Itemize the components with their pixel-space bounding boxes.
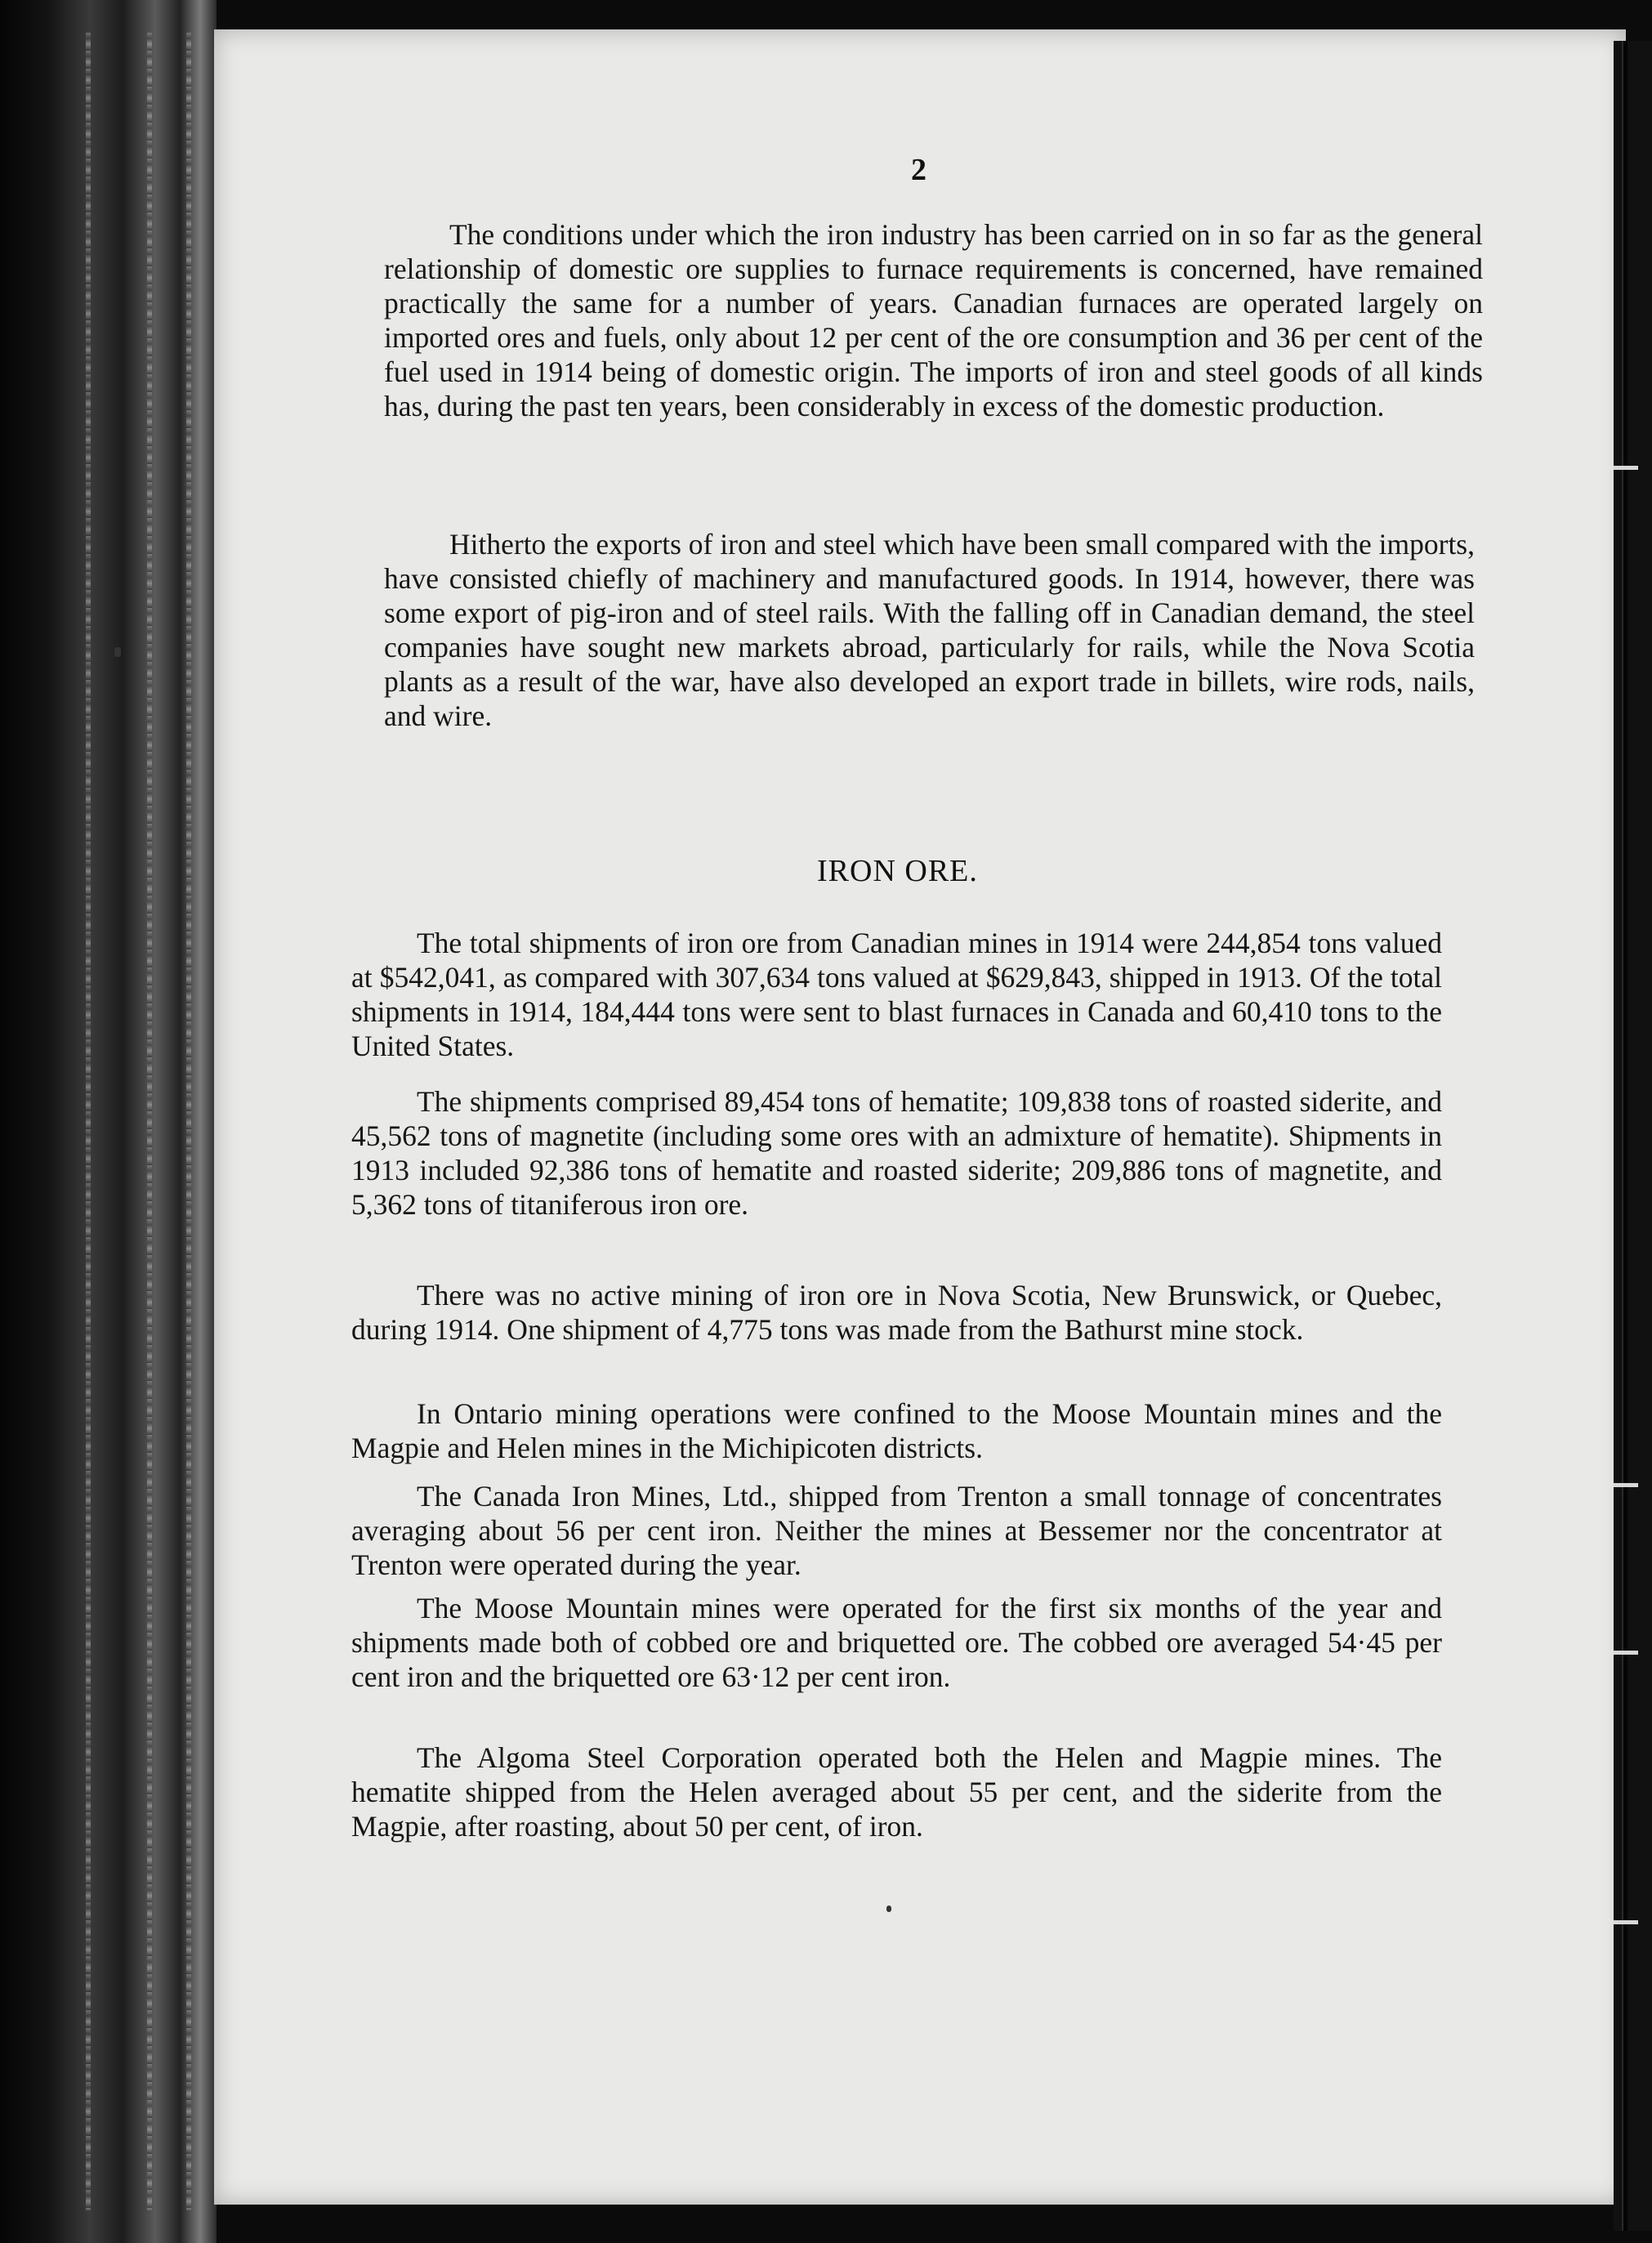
book-binding-edge [0, 0, 217, 2243]
dust-speck [114, 647, 121, 657]
paragraph: The conditions under which the iron industry has been carried on in so far as the general relationship of domestic ore supplies to furnace requirements is concerned, have remained practically the same for a number of years. Canadian furnaces are operated largely on imported ores and fuels, only about 12 per cent of the ore consumption and 36 per cent of the fuel used in 1914 being of domestic origin. The imports of iron and steel goods of all kinds has, during the past ten years, been considerably in excess of the domestic production. [384, 218, 1483, 422]
binding-stripe [186, 33, 191, 2210]
paragraph: The Canada Iron Mines, Ltd., shipped from Trenton a small tonnage of concentrates averaging about 56 per cent iron. Neither the mines at Bessemer nor the concentrator at Trenton were operated during the year. [351, 1480, 1442, 1581]
film-edge-tick [1614, 466, 1638, 470]
film-edge-tick [1614, 1483, 1638, 1487]
paragraph: The shipments comprised 89,454 tons of hematite; 109,838 tons of roasted siderite, and 45,562 tons of magnetite (including some ores with an admixture of hematite). Shipments in 1913 included 92,386 tons of hematite and roasted siderite; 209,886 tons of magnetite, and 5,362 tons of titaniferous iron ore. [351, 1085, 1442, 1221]
film-edge-tick [1614, 1651, 1638, 1655]
section-heading: IRON ORE. [817, 854, 978, 888]
paragraph: The Algoma Steel Corporation operated both the Helen and Magpie mines. The hematite shipped from the Helen averaged about 55 per cent, and the siderite from the Magpie, after roasting, about 50 per cent, of iron. [351, 1741, 1442, 1843]
paragraph: The Moose Mountain mines were operated for the first six months of the year and shipments made both of cobbed ore and briquetted ore. The cobbed ore averaged 54·45 per cent iron and the briquetted ore 63·12 per cent iron. [351, 1592, 1442, 1693]
binding-stripe [147, 33, 152, 2210]
paragraph: In Ontario mining operations were confined to the Moose Mountain mines and the Magpie and Helen mines in the Michipicoten districts. [351, 1397, 1442, 1464]
film-edge-line [1622, 41, 1627, 2231]
paragraph: The total shipments of iron ore from Canadian mines in 1914 were 244,854 tons valued at $542,041, as compared with 307,634 tons valued at $629,843, shipped in 1913. Of the total shipments in 1914, 184,444 tons were sent to blast furnaces in Canada and 60,410 tons to the United States. [351, 927, 1442, 1062]
binding-stripe [86, 33, 91, 2210]
page-number: 2 [911, 153, 926, 187]
paragraph: There was no active mining of iron ore in Nova Scotia, New Brunswick, or Quebec, during 1914. One shipment of 4,775 tons was made from the Bathurst mine stock. [351, 1279, 1442, 1346]
dust-speck [886, 1906, 891, 1912]
paragraph: Hitherto the exports of iron and steel which have been small compared with the imports, have consisted chiefly of machinery and manufactured goods. In 1914, however, there was some export of pig-iron and of steel rails. With the falling off in Canadian demand, the steel companies have sought new markets abroad, particularly for rails, while the Nova Scotia plants as a result of the war, have also developed an export trade in billets, wire rods, nails, and wire. [384, 528, 1475, 732]
film-edge-tick [1614, 1920, 1638, 1924]
film-edge-right [1614, 41, 1652, 2231]
